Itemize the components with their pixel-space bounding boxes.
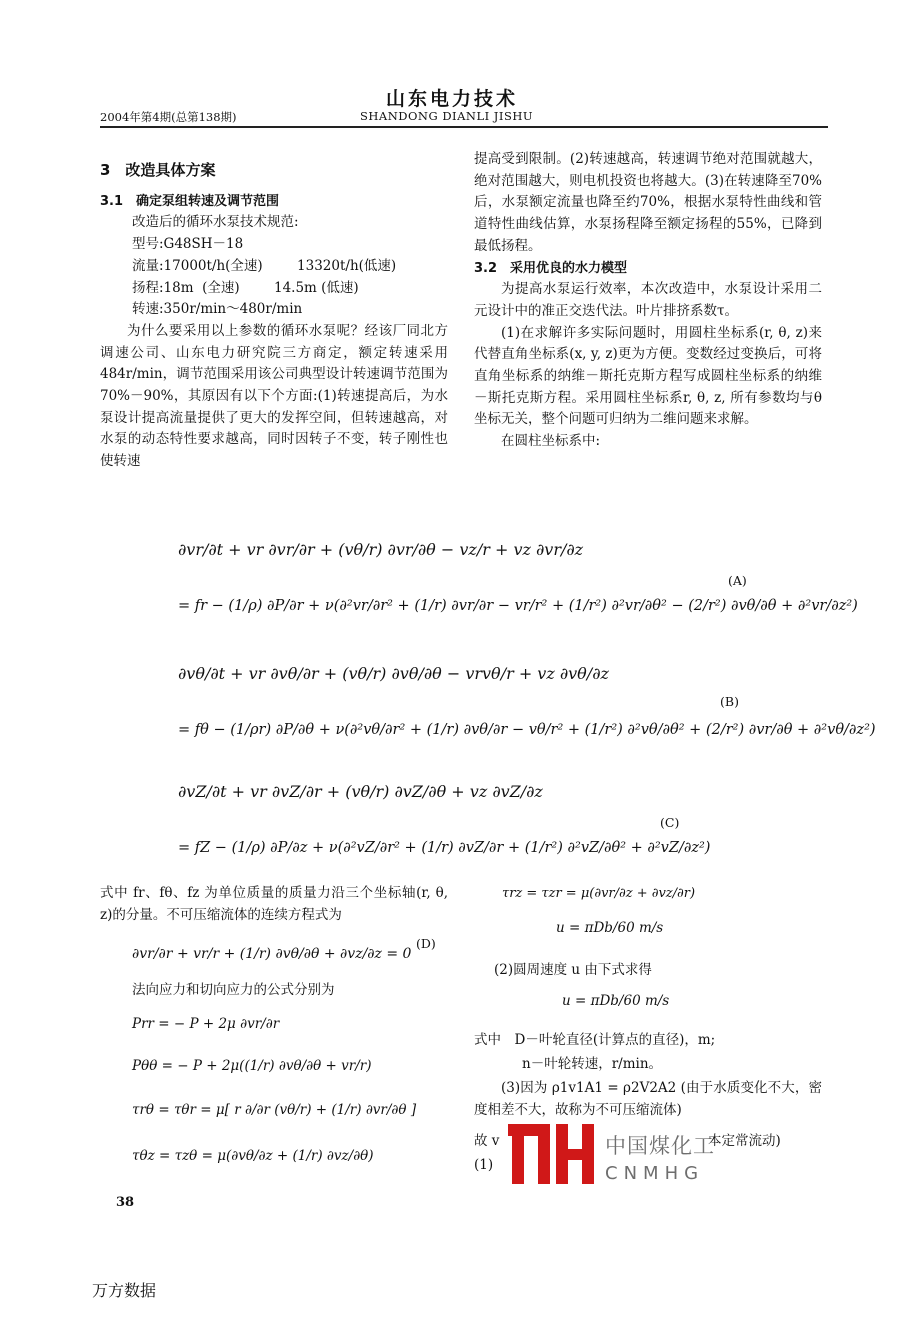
header-rule xyxy=(100,126,828,128)
right-paragraph-3: (1)在求解许多实际问题时，用圆柱坐标系(r, θ, z)来代替直角坐标系(x, y, z)更为方便。变数经过变换后，可将直角坐标系的纳维－斯托克斯方程写成圆柱坐标系的纳维－斯托克斯方程。采用圆柱坐标系r, θ, z, 所有参数均与θ坐标无关，整个问题可归纳为二维问题来求解。 xyxy=(474,324,822,428)
velocity-formula-1: u = πDb/60 m/s xyxy=(556,920,664,936)
equation-a-line2: = fr − (1/ρ) ∂P/∂r + ν(∂²vr/∂r² + (1/r) ∂vr/∂r − vr/r² + (1/r²) ∂²vr/∂θ² − (2/r²) ∂vθ/∂θ + ∂²vr/∂z²) xyxy=(178,598,858,614)
spec-flow: 流量:17000t/h(全速) 13320t/h(低速) xyxy=(132,257,397,274)
right-paragraph-2: 为提高水泵运行效率，本次改造中，水泵设计采用二元设计中的准正交迭代法。叶片排挤系数τ。 xyxy=(474,281,822,319)
equation-b-line1: ∂vθ/∂t + vr ∂vθ/∂r + (vθ/r) ∂vθ/∂θ − vrvθ/r + vz ∂vθ/∂z xyxy=(178,664,609,683)
equation-d-label: (D) xyxy=(416,936,436,951)
spec-head: 扬程:18m (全速) 14.5m (低速) xyxy=(132,279,359,296)
section-3-1-heading: 3.1 确定泵组转速及调节范围 xyxy=(100,193,280,209)
stress-intro: 法向应力和切向应力的公式分别为 xyxy=(132,982,335,998)
page-number: 38 xyxy=(116,1195,135,1210)
source-label: 万方数据 xyxy=(92,1281,157,1300)
journal-title: 山东电力技术 xyxy=(385,88,518,110)
watermark-text-en: CNMHG xyxy=(605,1163,705,1184)
fragment-so: 故 v xyxy=(474,1133,500,1149)
watermark-logo-icon xyxy=(506,1122,598,1188)
spec-model: 型号:G48SH－18 xyxy=(132,236,244,253)
stress-trz: τrz = τzr = μ(∂vr/∂z + ∂vz/∂r) xyxy=(502,886,696,901)
velocity-formula-2: u = πDb/60 m/s xyxy=(562,993,670,1009)
spec-intro: 改造后的循环水泵技术规范: xyxy=(132,214,299,231)
equation-a-label: (A) xyxy=(728,573,747,588)
right-paragraph-4: 在圆柱坐标系中: xyxy=(501,433,601,450)
stress-prr: Prr = − P + 2μ ∂vr/∂r xyxy=(132,1016,280,1032)
left-paragraph: 为什么要采用以上参数的循环水泵呢？经该厂同北方调速公司、山东电力研究院三方商定，额定转速采用484r/min，调节范围采用该公司典型设计转速调节范围为70%－90%，其原因有以下个方面:(1)转速提高后，为水泵设计提高流量提供了更大的发挥空间，但转速越高，对水泵的动态特性要求越高，同时因转子不变，转子刚性也使转速 xyxy=(100,322,448,470)
stress-ptt: Pθθ = − P + 2μ((1/r) ∂vθ/∂θ + vr/r) xyxy=(132,1058,372,1074)
watermark-text-cn: 中国煤化工 xyxy=(605,1134,715,1158)
section-3-heading: 3 改造具体方案 xyxy=(100,161,216,179)
continuity-equation: ∂vr/∂r + vr/r + (1/r) ∂vθ/∂θ + ∂vz/∂z = 0 xyxy=(132,946,412,962)
equation-c-label: (C) xyxy=(660,815,680,830)
section-3-2-heading: 3.2 采用优良的水力模型 xyxy=(474,260,628,276)
item-2-text: (2)圆周速度 u 由下式求得 xyxy=(494,962,652,978)
equation-b-label: (B) xyxy=(720,694,739,709)
equation-c-line2: = fZ − (1/ρ) ∂P/∂z + ν(∂²vZ/∂r² + (1/r) ∂vZ/∂r + (1/r²) ∂²vZ/∂θ² + ∂²vZ/∂z²) xyxy=(178,840,711,856)
journal-title-en: SHANDONG DIANLI JISHU xyxy=(360,109,534,123)
body-text-fr: 式中 fr、fθ、fz 为单位质量的质量力沿三个坐标轴(r, θ, z)的分量。不可压缩流体的连续方程式为 xyxy=(100,885,448,923)
stress-ttz: τθz = τzθ = μ(∂vθ/∂z + (1/r) ∂vz/∂θ) xyxy=(132,1148,374,1164)
where-n: n－叶轮转速，r/min。 xyxy=(522,1056,663,1072)
fragment-steady-flow: 本定常流动) xyxy=(708,1133,781,1149)
fragment-item-1: (1) xyxy=(474,1157,494,1173)
right-paragraph-1: 提高受到限制。(2)转速越高，转速调节绝对范围就越大，绝对范围越大，则电机投资也将越大。(3)在转速降至70%后，水泵额定流量也降至约70%，根据水泵特性曲线和管道特性曲线估算，水泵扬程降至额定扬程的55%，已降到最低扬程。 xyxy=(474,151,822,254)
equation-c-line1: ∂vZ/∂t + vr ∂vZ/∂r + (vθ/r) ∂vZ/∂θ + vz ∂vZ/∂z xyxy=(178,782,543,801)
left-column xyxy=(100,160,448,473)
equation-a-line1: ∂vr/∂t + vr ∂vr/∂r + (vθ/r) ∂vr/∂θ − vz/r + vz ∂vr/∂z xyxy=(178,540,584,559)
equation-b-line2: = fθ − (1/ρr) ∂P/∂θ + ν(∂²vθ/∂r² + (1/r) ∂vθ/∂r − vθ/r² + (1/r²) ∂²vθ/∂θ² + (2/r²) ∂vr/∂θ + ∂²vθ/∂z²) xyxy=(178,722,876,738)
item-3-text: (3)因为 ρ1v1A1 = ρ2V2A2 (由于水质变化不大，密度相差不大，故称为不可压缩流体) xyxy=(474,1080,822,1118)
issue-info: 2004年第4期(总第138期) xyxy=(100,110,237,124)
right-column xyxy=(474,149,822,453)
where-d: 式中 D－叶轮直径(计算点的直径)，m; xyxy=(474,1032,716,1048)
spec-speed: 转速:350r/min～480r/min xyxy=(132,301,303,318)
stress-trt: τrθ = τθr = μ[ r ∂/∂r (vθ/r) + (1/r) ∂vr/∂θ ] xyxy=(132,1102,417,1118)
